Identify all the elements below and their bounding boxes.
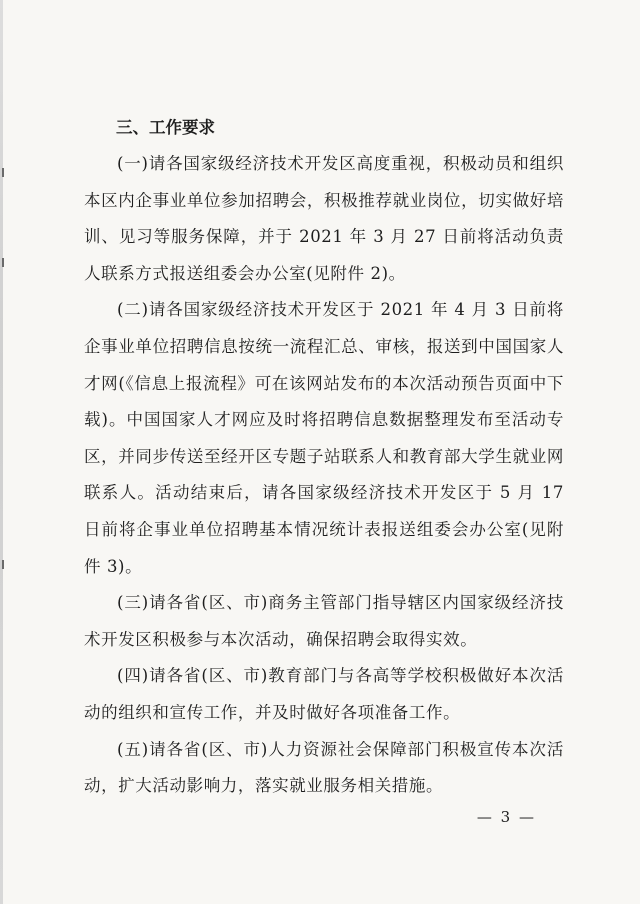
paragraph-1: (一)请各国家级经济技术开发区高度重视，积极动员和组织本区内企事业单位参加招聘会，积极推荐就业岗位，切实做好培训、见习等服务保障，并于 2021 年 3 月 27 日前将活动负责人联系方式报送组委会办公室(见附件 2)。 (84, 154, 564, 283)
paragraph-3: (三)请各省(区、市)商务主管部门指导辖区内国家级经济技术开发区积极参与本次活动，确保招聘会取得实效。 (84, 593, 564, 649)
section-heading: 三、工作要求 (116, 118, 215, 137)
binding-mark (2, 560, 4, 569)
document-body (84, 110, 564, 805)
paragraph-5: (五)请各省(区、市)人力资源社会保障部门积极宣传本次活动，扩大活动影响力，落实就业服务相关措施。 (84, 739, 564, 796)
paragraph-2: (二)请各国家级经济技术开发区于 2021 年 4 月 3 日前将企事业单位招聘信息按统一流程汇总、审核，报送到中国国家人才网(《信息上报流程》可在该网站发布的本次活动预告页面中下载)。中国国家人才网应及时将招聘信息数据整理发布至活动专区，并同步传送至经开区专题子站联系人和教育部大学生就业网联系人。活动结束后，请各国家级经济技术开发区于 5 月 17 日前将企事业单位招聘基本情况统计表报送组委会办公室(见附件 3)。 (84, 300, 564, 576)
binding-mark (2, 168, 4, 177)
page-number: — 3 — (476, 808, 536, 826)
scan-edge (0, 0, 3, 904)
binding-mark (2, 258, 4, 267)
paragraph-4: (四)请各省(区、市)教育部门与各高等学校积极做好本次活动的组织和宣传工作，并及时做好各项准备工作。 (84, 666, 564, 722)
